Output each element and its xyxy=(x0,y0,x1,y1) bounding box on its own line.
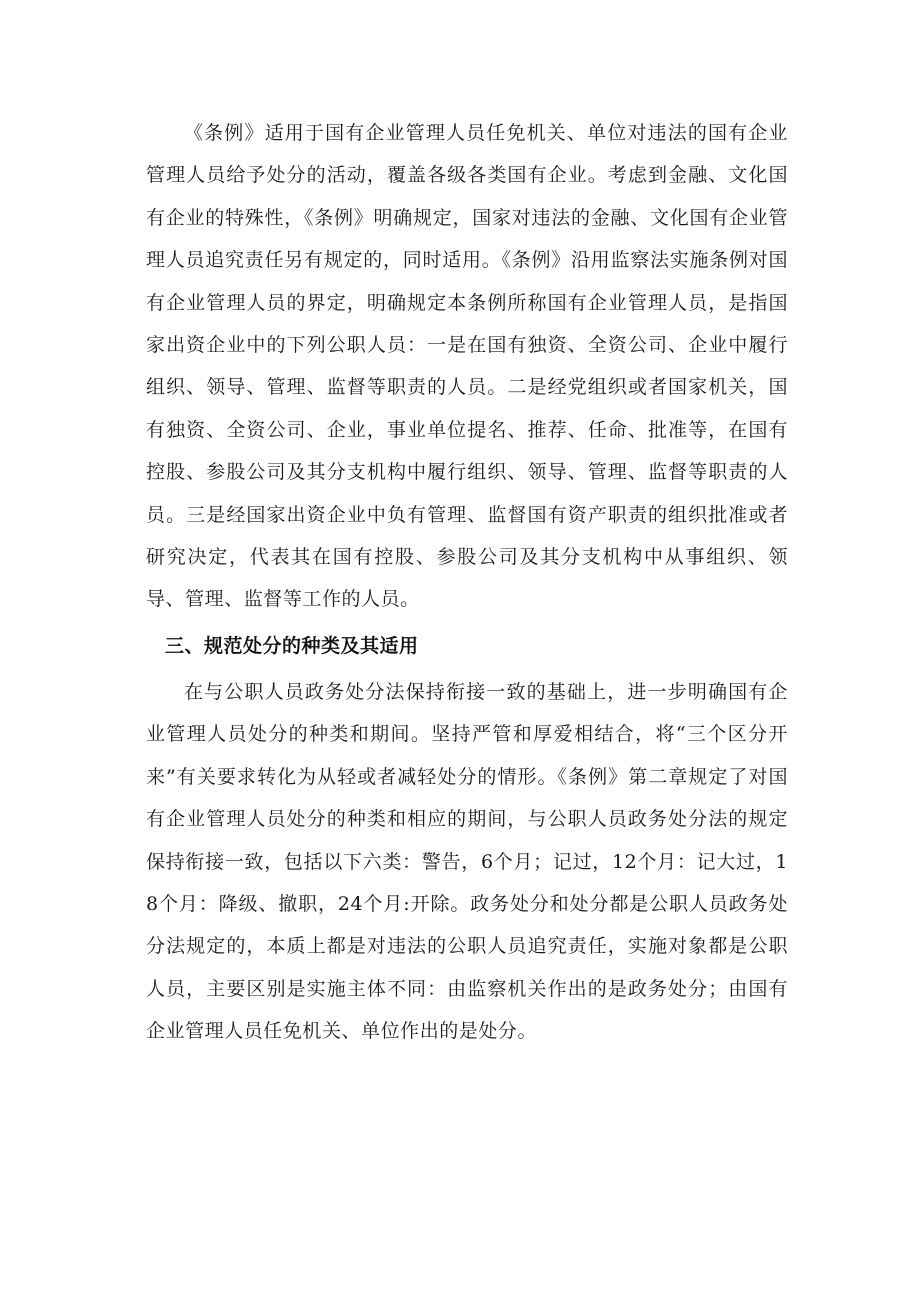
document-page xyxy=(146,112,788,1053)
body-paragraph-applicability: 《条例》适用于国有企业管理人员任免机关、单位对违法的国有企业管理人员给予处分的活动，覆盖各级各类国有企业。考虑到金融、文化国有企业的特殊性，《条例》明确规定，国家对违法的金融、文化国有企业管理人员追究责任另有规定的，同时适用。《条例》沿用监察法实施条例对国有企业管理人员的界定，明确规定本条例所称国有企业管理人员，是指国家出资企业中的下列公职人员：一是在国有独资、全资公司、企业中履行组织、领导、管理、监督等职责的人员。二是经党组织或者国家机关，国有独资、全资公司、企业，事业单位提名、推荐、任命、批准等，在国有控股、参股公司及其分支机构中履行组织、领导、管理、监督等职责的人员。三是经国家出资企业中负有管理、监督国有资产职责的组织批准或者研究决定，代表其在国有控股、参股公司及其分支机构中从事组织、领导、管理、监督等工作的人员。 xyxy=(146,122,788,611)
body-paragraph-sanction-types: 在与公职人员政务处分法保持衔接一致的基础上，进一步明确国有企业管理人员处分的种类和期间。坚持严管和厚爱相结合，将“三个区分开来”有关要求转化为从轻或者减轻处分的情形。《条例》第二章规定了对国有企业管理人员处分的种类和相应的期间，与公职人员政务处分法的规定保持衔接一致，包括以下六类：警告，6个月；记过，12个月：记大过，18个月：降级、撤职，24个月:开除。政务处分和处分都是公职人员政务处分法规定的，本质上都是对违法的公职人员追究责任，实施对象都是公职人员，主要区别是实施主体不同：由监察机关作出的是政务处分；由国有企业管理人员任免机关、单位作出的是处分。 xyxy=(146,680,788,1043)
section-heading: 三、规范处分的种类及其适用 xyxy=(165,634,419,657)
